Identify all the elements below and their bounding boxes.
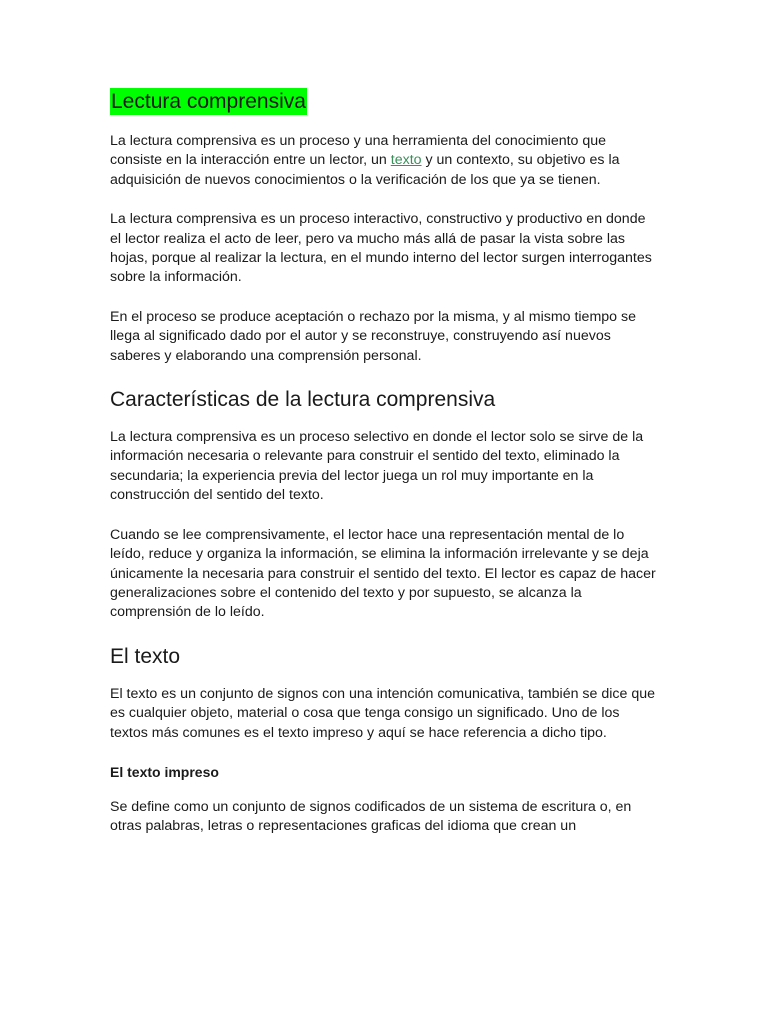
document-page <box>110 88 658 857</box>
caracteristicas-paragraph-2: Cuando se lee comprensivamente, el lector hace una representación mental de lo leído, reduce y organiza la información, se elimina la información irrelevante y se deja únicamente la necesaria para construir el sentido del texto. El lector es capaz de hacer generalizaciones sobre el contenido del texto y por supuesto, se alcanza la comprensión de lo leído. <box>110 526 656 621</box>
intro-paragraph-1 <box>110 132 658 190</box>
texto-impreso-subheading: El texto impreso <box>110 763 219 780</box>
caracteristicas-heading: Características de la lectura comprensiva <box>110 388 496 412</box>
texto-heading: El texto <box>110 644 181 668</box>
caracteristicas-paragraph-1: La lectura comprensiva es un proceso selectivo en donde el lector solo se sirve de la información necesaria o relevante para construir el sentido del texto, eliminado la secundaria; la experiencia previa del lector juega un rol muy importante en la construcción del sentido del texto. <box>110 429 644 504</box>
texto-paragraph-1: El texto es un conjunto de signos con una intención comunicativa, también se dice que es cualquier objeto, material o cosa que tenga consigo un significado. Uno de los textos más comunes es el texto impreso y aquí se hace referencia a dicho tipo. <box>110 685 655 741</box>
intro-paragraph-1-text-b: y un contexto, su objetivo es la adquisición de nuevos conocimientos o la verificación de los que ya se tienen. <box>110 152 620 188</box>
texto-link[interactable]: texto <box>390 152 422 169</box>
texto-impreso-paragraph: Se define como un conjunto de signos codificados de un sistema de escritura o, en otras palabras, letras o representaciones graficas del idioma que crean un <box>110 798 632 835</box>
intro-paragraph-3: En el proceso se produce aceptación o rechazo por la misma, y al mismo tiempo se llega al significado dado por el autor y se reconstruye, construyendo así nuevos saberes y elaborando una comprensión personal. <box>110 308 636 364</box>
intro-paragraph-2: La lectura comprensiva es un proceso interactivo, constructivo y productivo en donde el lector realiza el acto de leer, pero va mucho más allá de pasar la vista sobre las hojas, porque al realizar la lectura, en el mundo interno del lector surgen interrogantes sobre la información. <box>110 211 652 286</box>
page-title: Lectura comprensiva <box>111 90 306 113</box>
intro-paragraph-1-text-a: La lectura comprensiva es un proceso y una herramienta del conocimiento que consiste en la interacción entre un lector, un <box>110 133 607 169</box>
